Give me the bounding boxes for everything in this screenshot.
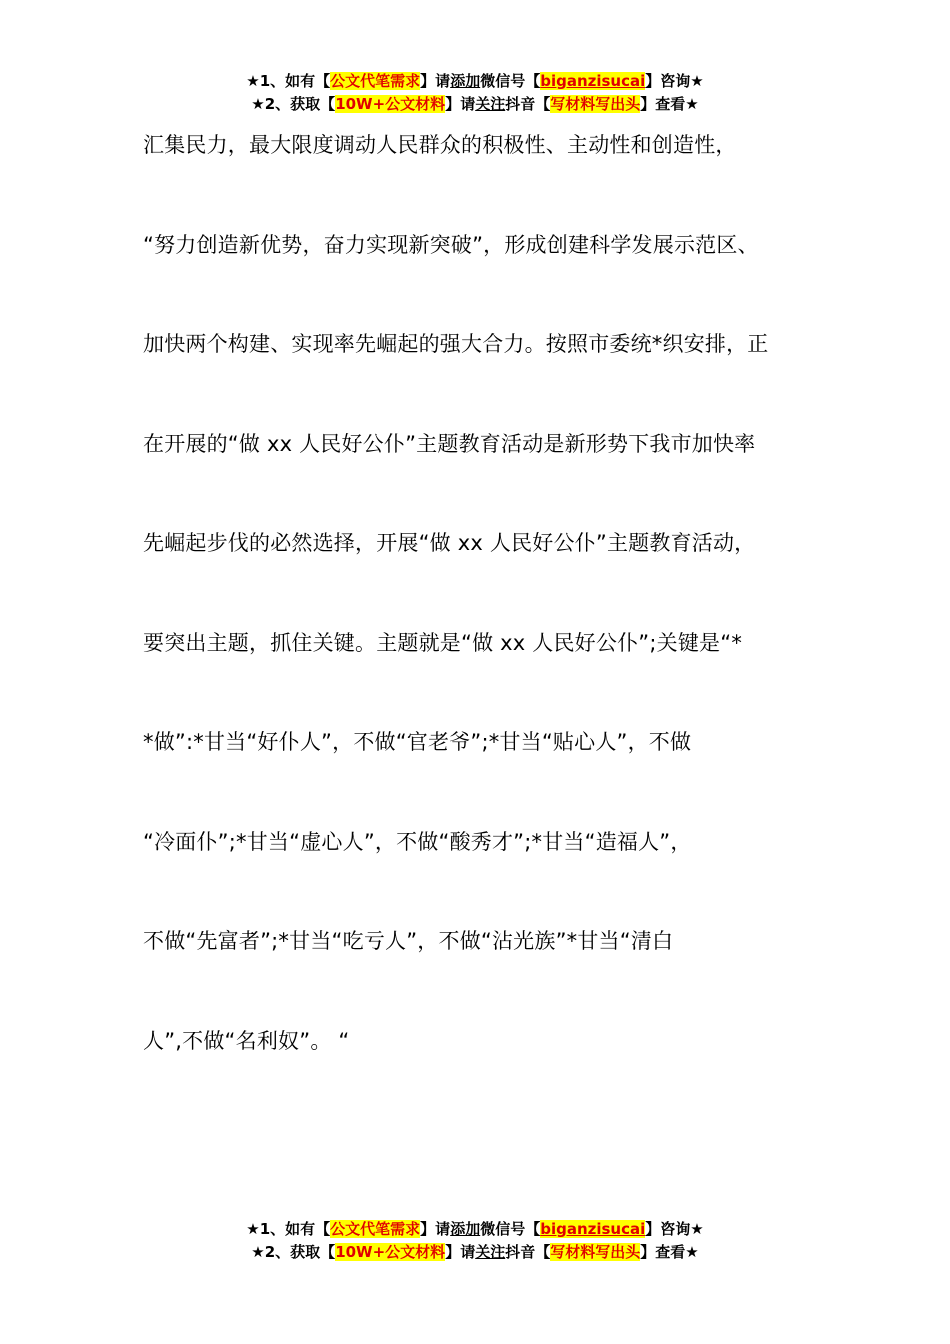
footer-banner-line-1 <box>0 1218 950 1241</box>
body-line: *做”:*甘当“好仆人”，不做“官老爷”;*甘当“贴心人”，不做 <box>143 730 692 754</box>
body-line: “努力创造新优势，奋力实现新突破”，形成创建科学发展示范区、 <box>143 232 759 257</box>
banner-text: 】咨询★ <box>645 1220 704 1238</box>
banner-text: 】请 <box>420 72 451 90</box>
banner-text: ★1、如有【 <box>246 72 331 90</box>
body-line: 要突出主题，抓住关键。主题就是“做 xx 人民好公仆”;关键是“* <box>143 630 743 655</box>
body-line: 先崛起步伐的必然选择，开展“做 xx 人民好公仆”主题教育活动， <box>143 531 756 555</box>
banner-text: ★2、获取【 <box>251 95 336 113</box>
banner-wechat-id: biganzisucai <box>540 1220 646 1238</box>
body-line: 人”,不做“名利奴”。 “ <box>143 1028 350 1053</box>
footer-banner <box>0 1218 950 1264</box>
banner-text: 】查看★ <box>640 95 699 113</box>
header-banner <box>0 70 950 116</box>
banner-text: 微信号【 <box>480 1220 541 1238</box>
banner-emphasis: 关注 <box>475 95 506 113</box>
banner-text: 】请 <box>445 1243 476 1261</box>
banner-emphasis: 添加 <box>450 1220 481 1238</box>
banner-text: 抖音【 <box>505 1243 551 1261</box>
footer-banner-line-2 <box>0 1241 950 1264</box>
banner-text: 】请 <box>420 1220 451 1238</box>
body-line: 不做“先富者”;*甘当“吃亏人”，不做“沾光族”*甘当“清白 <box>143 929 674 953</box>
banner-emphasis: 关注 <box>475 1243 506 1261</box>
header-banner-line-1 <box>0 70 950 93</box>
body-line: 加快两个构建、实现率先崛起的强大合力。按照市委统*织安排，正 <box>143 332 769 356</box>
banner-douyin-account: 写材料写出头 <box>550 95 641 113</box>
banner-wechat-id: biganzisucai <box>540 72 646 90</box>
banner-highlight: 公文代笔需求 <box>330 1220 421 1238</box>
body-line: 汇集民力，最大限度调动人民群众的积极性、主动性和创造性， <box>143 133 737 157</box>
banner-text: 】请 <box>445 95 476 113</box>
banner-highlight: 10W+公文材料 <box>335 95 446 113</box>
body-line: “冷面仆”;*甘当“虚心人”，不做“酸秀才”;*甘当“造福人”， <box>143 829 692 854</box>
banner-highlight: 公文代笔需求 <box>330 72 421 90</box>
banner-highlight: 10W+公文材料 <box>335 1243 446 1261</box>
banner-emphasis: 添加 <box>450 72 481 90</box>
banner-text: ★1、如有【 <box>246 1220 331 1238</box>
banner-text: 微信号【 <box>480 72 541 90</box>
document-body <box>143 127 823 1122</box>
banner-text: ★2、获取【 <box>251 1243 336 1261</box>
banner-text: 】咨询★ <box>645 72 704 90</box>
banner-text: 抖音【 <box>505 95 551 113</box>
body-line: 在开展的“做 xx 人民好公仆”主题教育活动是新形势下我市加快率 <box>143 431 756 456</box>
banner-douyin-account: 写材料写出头 <box>550 1243 641 1261</box>
banner-text: 】查看★ <box>640 1243 699 1261</box>
header-banner-line-2 <box>0 93 950 116</box>
